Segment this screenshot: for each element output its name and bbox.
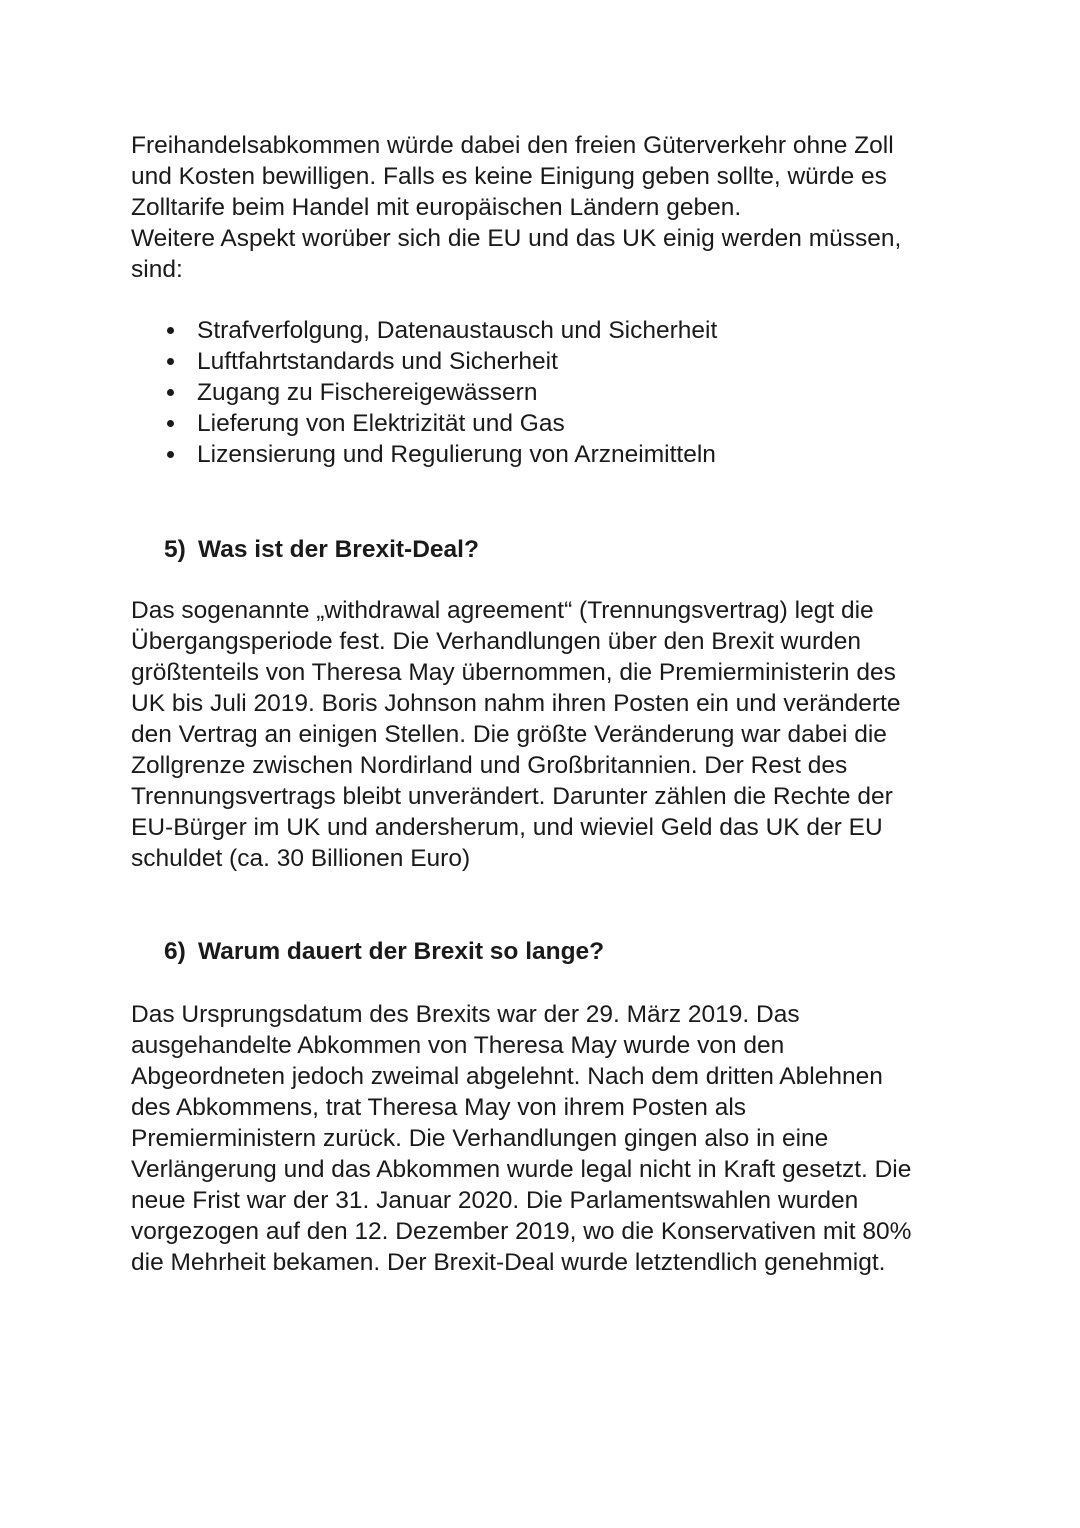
section-5-number: 5) xyxy=(164,536,186,563)
text-line: Das Ursprungsdatum des Brexits war der 29. März 2019. Das xyxy=(131,1001,800,1028)
list-item xyxy=(131,408,961,439)
section-6-title: Warum dauert der Brexit so lange? xyxy=(198,938,605,965)
text-line: die Mehrheit bekamen. Der Brexit-Deal wurde letztendlich genehmigt. xyxy=(131,1249,886,1276)
text-line: sind: xyxy=(131,256,183,283)
text-line: und Kosten bewilligen. Falls es keine Einigung geben sollte, würde es xyxy=(131,163,887,190)
bullet-icon xyxy=(167,389,174,396)
text-line: Verlängerung und das Abkommen wurde legal nicht in Kraft gesetzt. Die xyxy=(131,1156,912,1183)
text-line: Freihandelsabkommen würde dabei den freien Güterverkehr ohne Zoll xyxy=(131,132,894,159)
bullet-icon xyxy=(167,451,174,458)
text-line: Zolltarife beim Handel mit europäischen Ländern geben. xyxy=(131,194,742,221)
text-line: Zollgrenze zwischen Nordirland und Großbritannien. Der Rest des xyxy=(131,752,848,779)
list-item-text: Lizensierung und Regulierung von Arzneimitteln xyxy=(197,441,716,468)
list-item xyxy=(131,315,961,346)
list-item-text: Zugang zu Fischereigewässern xyxy=(197,379,538,406)
list-item xyxy=(131,439,961,470)
text-line: ausgehandelte Abkommen von Theresa May wurde von den xyxy=(131,1032,785,1059)
text-line: Das sogenannte „withdrawal agreement“ (Trennungsvertrag) legt die xyxy=(131,597,874,624)
section-5-heading xyxy=(131,534,961,565)
text-line: Abgeordneten jedoch zweimal abgelehnt. Nach dem dritten Ablehnen xyxy=(131,1063,883,1090)
bullet-icon xyxy=(167,358,174,365)
bullet-icon xyxy=(167,420,174,427)
intro-paragraph xyxy=(131,130,961,285)
list-item xyxy=(131,377,961,408)
page-content xyxy=(131,130,961,1278)
text-line: des Abkommens, trat Theresa May von ihrem Posten als xyxy=(131,1094,747,1121)
text-line: Premierministern zurück. Die Verhandlungen gingen also in eine xyxy=(131,1125,829,1152)
text-line: vorgezogen auf den 12. Dezember 2019, wo die Konservativen mit 80% xyxy=(131,1218,912,1245)
text-line: den Vertrag an einigen Stellen. Die größte Veränderung war dabei die xyxy=(131,721,887,748)
text-line: Weitere Aspekt worüber sich die EU und das UK einig werden müssen, xyxy=(131,225,902,252)
text-line: Übergangsperiode fest. Die Verhandlungen über den Brexit wurden xyxy=(131,628,862,655)
aspects-list xyxy=(131,315,961,470)
text-line: neue Frist war der 31. Januar 2020. Die Parlamentswahlen wurden xyxy=(131,1187,859,1214)
section-6-paragraph xyxy=(131,999,961,1278)
section-5-title: Was ist der Brexit-Deal? xyxy=(198,536,479,563)
list-item-text: Strafverfolgung, Datenaustausch und Sicherheit xyxy=(197,317,718,344)
bullet-icon xyxy=(167,327,174,334)
text-line: Trennungsvertrags bleibt unverändert. Darunter zählen die Rechte der xyxy=(131,783,893,810)
text-line: schuldet (ca. 30 Billionen Euro) xyxy=(131,845,471,872)
text-line: EU-Bürger im UK und andersherum, und wieviel Geld das UK der EU xyxy=(131,814,883,841)
list-item-text: Luftfahrtstandards und Sicherheit xyxy=(197,348,558,375)
text-line: UK bis Juli 2019. Boris Johnson nahm ihren Posten ein und veränderte xyxy=(131,690,901,717)
section-5-paragraph xyxy=(131,595,961,874)
list-item xyxy=(131,346,961,377)
text-line: größtenteils von Theresa May übernommen, die Premierministerin des xyxy=(131,659,896,686)
section-6-heading xyxy=(131,936,961,967)
section-6-number: 6) xyxy=(164,938,186,965)
list-item-text: Lieferung von Elektrizität und Gas xyxy=(197,410,565,437)
